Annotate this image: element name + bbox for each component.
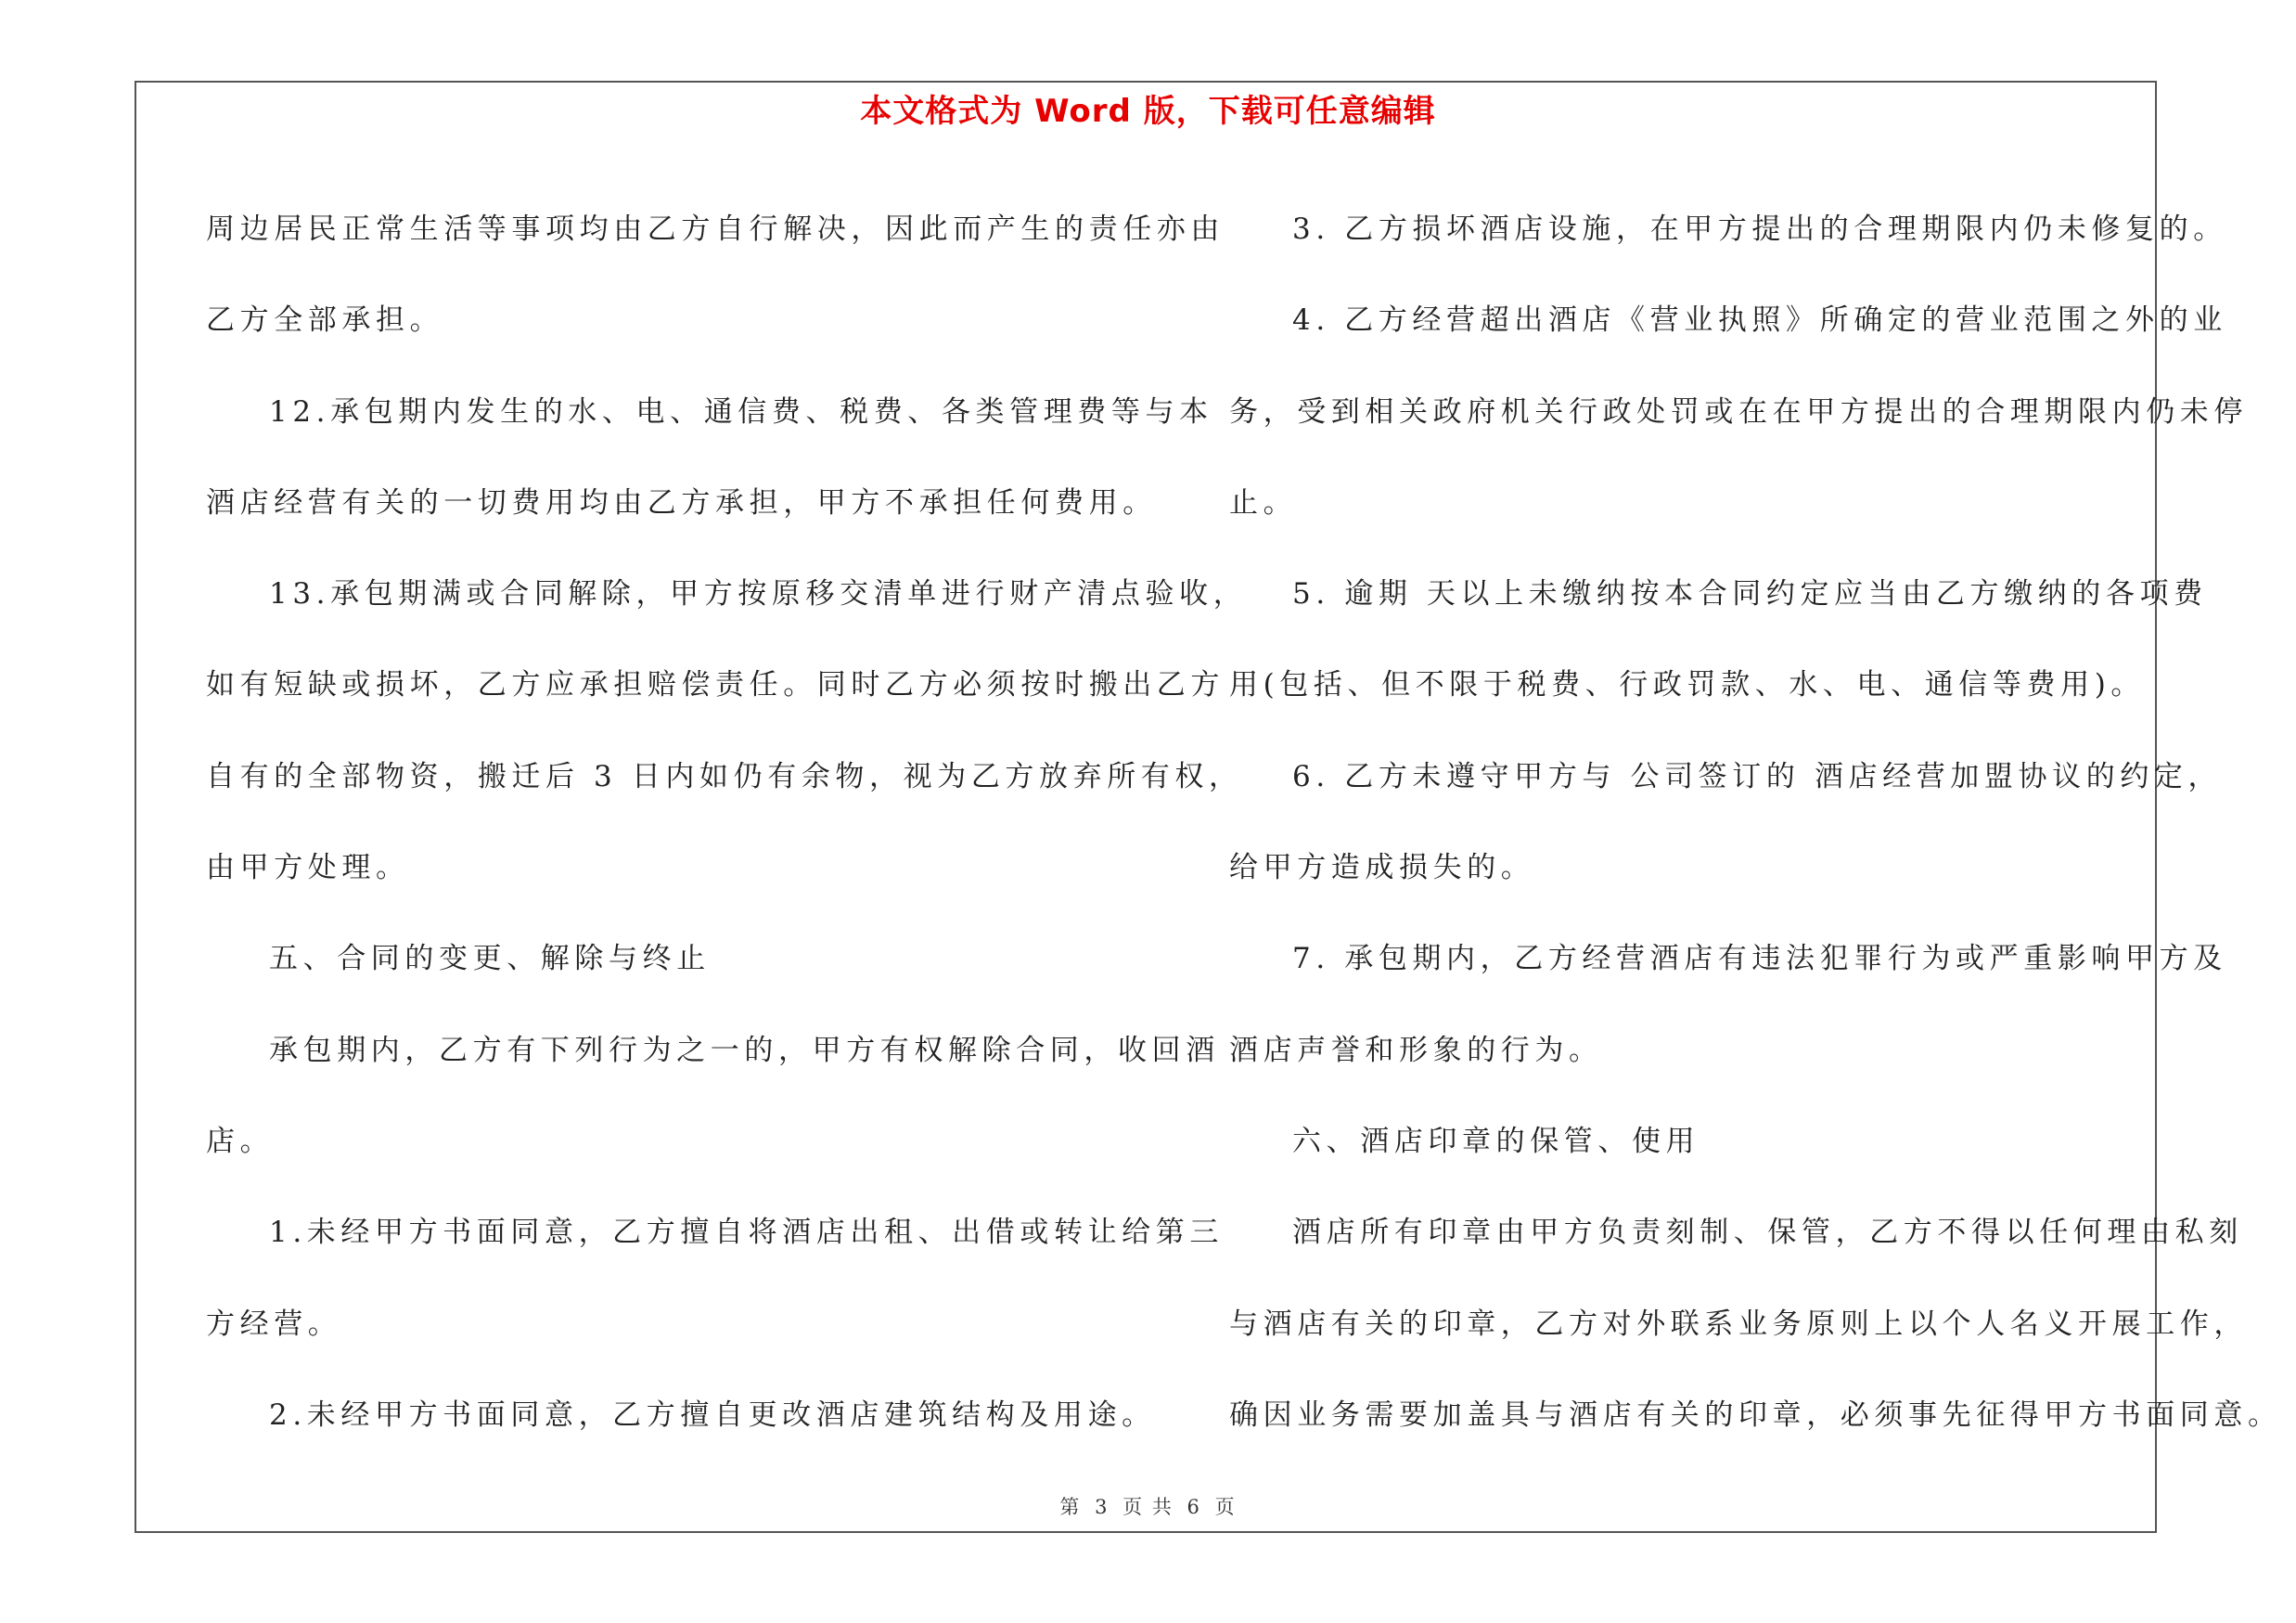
left-text-column xyxy=(206,184,1248,1461)
paragraph-line: 13.承包期满或合同解除，甲方按原移交清单进行财产清点验收， xyxy=(269,577,1248,612)
paragraph-line: 周边居民正常生活等事项均由乙方自行解决，因此而产生的责任亦由 xyxy=(206,213,1225,246)
paragraph-line: 止。 xyxy=(1229,485,1298,520)
paragraph-line: 2.未经甲方书面同意，乙方擅自更改酒店建筑结构及用途。 xyxy=(269,1398,1156,1432)
paragraph-line: 给甲方造成损失的。 xyxy=(1229,851,1535,885)
paragraph-line: 自有的全部物资，搬迁后 3 日内如仍有余物，视为乙方放弃所有权， xyxy=(206,759,1243,793)
footer-suffix: 页 xyxy=(1214,1496,1237,1518)
paragraph-line: 确因业务需要加盖具与酒店有关的印章，必须事先征得甲方书面同意。 xyxy=(1229,1398,2282,1432)
paragraph-line: 7. 承包期内，乙方经营酒店有违法犯罪行为或严重影响甲方及 xyxy=(1292,942,2227,976)
paragraph-line: 12.承包期内发生的水、电、通信费、税费、各类管理费等与本 xyxy=(269,394,1213,429)
paragraph-line: 酒店声誉和形象的行为。 xyxy=(1229,1033,1603,1067)
section-heading: 六、酒店印章的保管、使用 xyxy=(1292,1124,1700,1158)
right-text-column xyxy=(1229,184,2282,1461)
paragraph-line: 方经营。 xyxy=(206,1307,342,1341)
paragraph-line: 1.未经甲方书面同意，乙方擅自将酒店出租、出借或转让给第三 xyxy=(269,1216,1224,1250)
paragraph-line: 酒店经营有关的一切费用均由乙方承担，甲方不承担任何费用。 xyxy=(206,485,1157,520)
paragraph-line: 如有短缺或损坏，乙方应承担赔偿责任。同时乙方必须按时搬出乙方 xyxy=(206,668,1225,702)
paragraph-line: 承包期内，乙方有下列行为之一的，甲方有权解除合同，收回酒 xyxy=(269,1033,1220,1067)
paragraph-line: 由甲方处理。 xyxy=(206,851,410,885)
section-heading: 五、合同的变更、解除与终止 xyxy=(269,942,711,976)
paragraph-line: 店。 xyxy=(206,1124,275,1158)
paragraph-line: 务，受到相关政府机关行政处罚或在在甲方提出的合理期限内仍未停 xyxy=(1229,394,2248,429)
paragraph-line: 酒店所有印章由甲方负责刻制、保管，乙方不得以任何理由私刻 xyxy=(1292,1216,2243,1250)
page-number-footer xyxy=(0,1492,2296,1520)
format-notice-banner: 本文格式为 Word 版，下载可任意编辑 xyxy=(860,93,1436,130)
paragraph-line: 3. 乙方损坏酒店设施，在甲方提出的合理期限内仍未修复的。 xyxy=(1292,213,2227,246)
footer-middle: 页 共 xyxy=(1122,1496,1174,1518)
paragraph-line: 用(包括、但不限于税费、行政罚款、水、电、通信等费用)。 xyxy=(1229,668,2145,702)
paragraph-line: 4. 乙方经营超出酒店《营业执照》所确定的营业范围之外的业 xyxy=(1292,303,2227,338)
paragraph-line: 乙方全部承担。 xyxy=(206,303,444,338)
footer-total-pages: 6 xyxy=(1186,1496,1201,1518)
footer-prefix: 第 xyxy=(1059,1496,1082,1518)
footer-current-page: 3 xyxy=(1095,1496,1110,1518)
paragraph-line: 与酒店有关的印章，乙方对外联系业务原则上以个人名义开展工作， xyxy=(1229,1307,2248,1341)
paragraph-line: 6. 乙方未遵守甲方与 公司签订的 酒店经营加盟协议的约定， xyxy=(1292,759,2223,793)
paragraph-line: 5. 逾期 天以上未缴纳按本合同约定应当由乙方缴纳的各项费 xyxy=(1292,577,2208,612)
